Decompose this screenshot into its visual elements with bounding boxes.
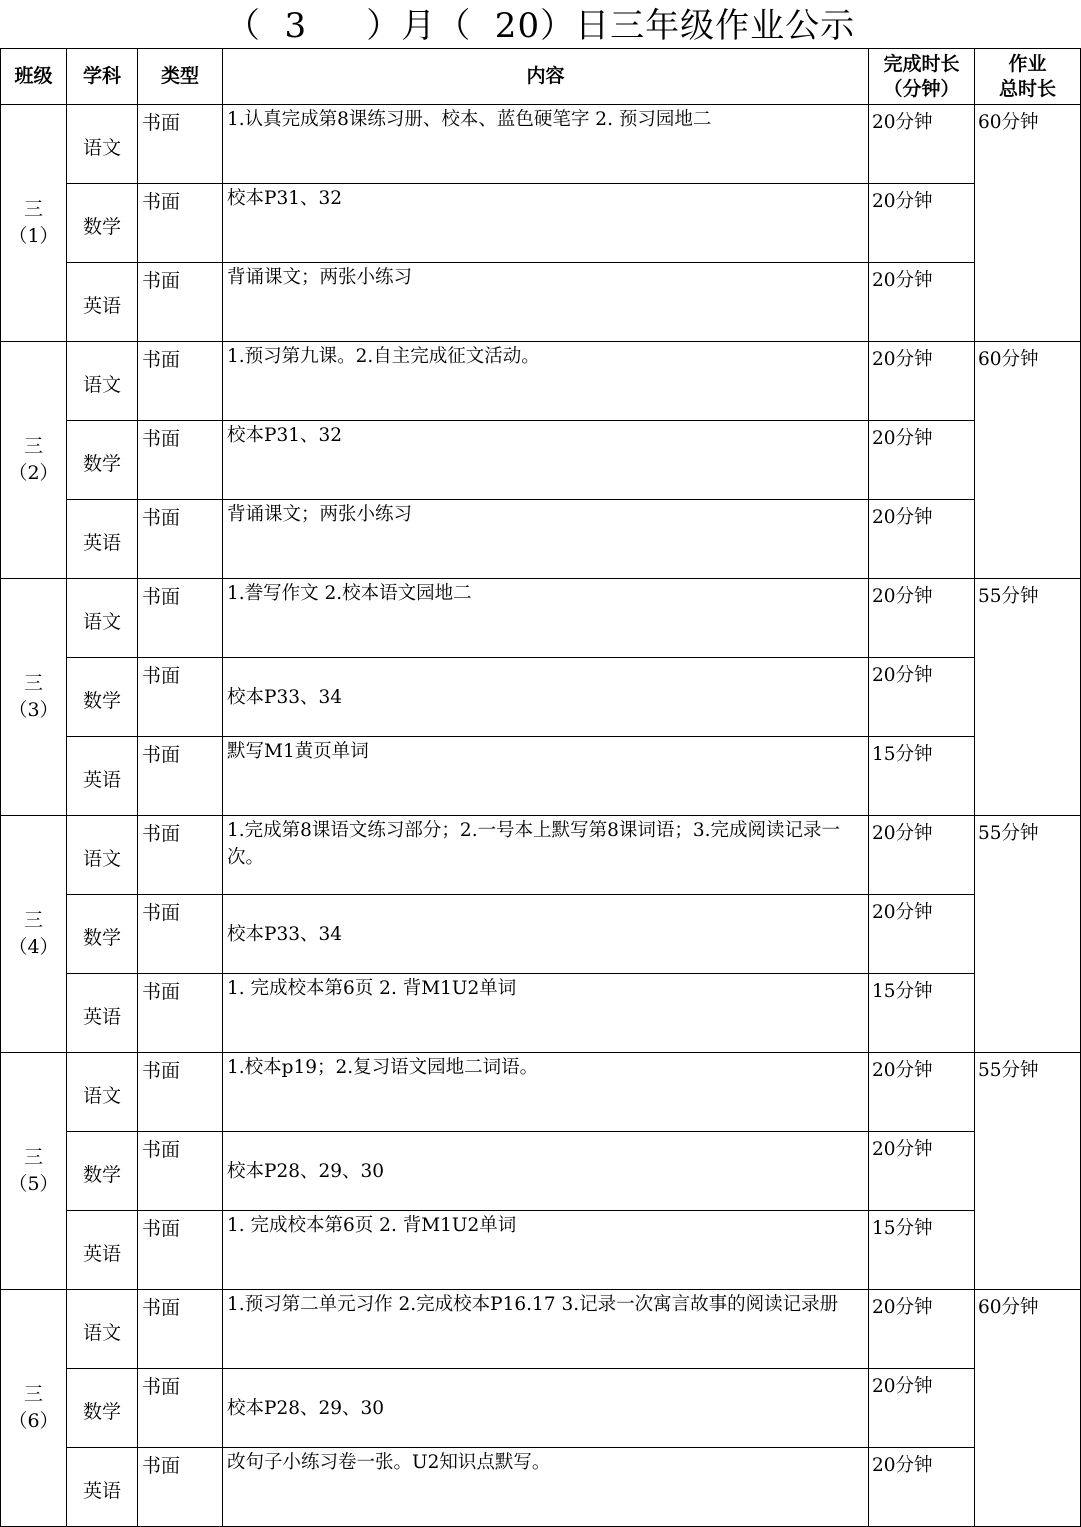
content-cell — [223, 1211, 869, 1290]
subject-label: 英语 — [82, 532, 121, 554]
subject-cell — [67, 184, 138, 263]
content-text: 校本P33、34 — [227, 687, 343, 708]
table-row — [1, 895, 1081, 974]
type-cell: 书面 — [138, 658, 223, 737]
table-row — [1, 1211, 1081, 1290]
header-total-line2: 总时长 — [998, 77, 1056, 100]
class-number: （1） — [8, 225, 59, 247]
type-cell: 书面 — [138, 1053, 223, 1132]
class-number: （2） — [8, 462, 59, 484]
duration-cell: 20分钟 — [869, 263, 975, 342]
subject-cell — [67, 105, 138, 184]
duration-cell: 20分钟 — [869, 421, 975, 500]
table-row — [1, 1448, 1081, 1527]
class-number: （5） — [8, 1173, 59, 1195]
content-cell — [223, 421, 869, 500]
class-cell — [1, 579, 67, 816]
header-duration-line1: 完成时长 — [883, 52, 960, 75]
subject-cell — [67, 421, 138, 500]
header-content: 内容 — [223, 49, 869, 105]
class-number: （3） — [8, 699, 59, 721]
content-cell — [223, 105, 869, 184]
duration-cell: 20分钟 — [869, 105, 975, 184]
content-text: 1. 完成校本第6页 2. 背M1U2单词 — [227, 978, 517, 999]
table-row — [1, 658, 1081, 737]
type-cell: 书面 — [138, 1211, 223, 1290]
table-row — [1, 816, 1081, 895]
subject-cell — [67, 1369, 138, 1448]
subject-cell — [67, 737, 138, 816]
class-cell — [1, 816, 67, 1053]
content-cell — [223, 184, 869, 263]
content-text: 1. 完成校本第6页 2. 背M1U2单词 — [227, 1215, 517, 1236]
duration-cell: 15分钟 — [869, 737, 975, 816]
type-cell: 书面 — [138, 342, 223, 421]
content-text: 1.预习第九课。2.自主完成征文活动。 — [227, 346, 540, 367]
table-row — [1, 579, 1081, 658]
subject-cell — [67, 895, 138, 974]
type-cell: 书面 — [138, 1448, 223, 1527]
subject-cell — [67, 500, 138, 579]
duration-cell: 20分钟 — [869, 816, 975, 895]
header-total — [975, 49, 1081, 105]
header-type: 类型 — [138, 49, 223, 105]
subject-cell — [67, 658, 138, 737]
table-row — [1, 184, 1081, 263]
subject-label: 数学 — [82, 216, 121, 238]
total-cell: 60分钟 — [975, 1290, 1081, 1527]
content-cell — [223, 1132, 869, 1211]
type-cell: 书面 — [138, 500, 223, 579]
type-cell: 书面 — [138, 105, 223, 184]
subject-label: 数学 — [82, 453, 121, 475]
content-cell — [223, 1448, 869, 1527]
type-cell: 书面 — [138, 579, 223, 658]
homework-table — [0, 48, 1081, 1527]
class-grade: 三 — [23, 1383, 43, 1405]
content-text: 1.认真完成第8课练习册、校本、蓝色硬笔字 2. 预习园地二 — [227, 109, 712, 130]
table-row — [1, 737, 1081, 816]
duration-cell: 20分钟 — [869, 342, 975, 421]
subject-cell — [67, 263, 138, 342]
total-cell: 55分钟 — [975, 816, 1081, 1053]
subject-label: 数学 — [82, 1401, 121, 1423]
class-grade: 三 — [23, 198, 43, 220]
content-text: 背诵课文；两张小练习 — [227, 504, 413, 525]
class-cell — [1, 1053, 67, 1290]
table-row — [1, 500, 1081, 579]
subject-label: 英语 — [82, 1006, 121, 1028]
subject-cell — [67, 579, 138, 658]
header-total-line1: 作业 — [1008, 52, 1047, 75]
class-number: （6） — [8, 1410, 59, 1432]
subject-cell — [67, 1448, 138, 1527]
class-grade: 三 — [23, 435, 43, 457]
type-cell: 书面 — [138, 1369, 223, 1448]
type-cell: 书面 — [138, 737, 223, 816]
content-text: 校本P31、32 — [227, 425, 343, 446]
content-cell — [223, 342, 869, 421]
table-row — [1, 263, 1081, 342]
duration-cell: 20分钟 — [869, 895, 975, 974]
subject-label: 语文 — [82, 137, 121, 159]
type-cell: 书面 — [138, 184, 223, 263]
type-cell: 书面 — [138, 263, 223, 342]
total-cell: 55分钟 — [975, 1053, 1081, 1290]
subject-label: 语文 — [82, 611, 121, 633]
class-cell — [1, 342, 67, 579]
subject-label: 英语 — [82, 1480, 121, 1502]
header-duration — [869, 49, 975, 105]
content-cell — [223, 1053, 869, 1132]
type-cell: 书面 — [138, 895, 223, 974]
duration-cell: 20分钟 — [869, 1053, 975, 1132]
type-cell: 书面 — [138, 1290, 223, 1369]
content-cell — [223, 1369, 869, 1448]
content-text: 1.校本p19；2.复习语文园地二词语。 — [227, 1057, 539, 1078]
content-text: 校本P33、34 — [227, 924, 343, 945]
content-text: 校本P28、29、30 — [227, 1161, 385, 1182]
header-row — [1, 49, 1081, 105]
duration-cell: 20分钟 — [869, 1369, 975, 1448]
subject-cell — [67, 1053, 138, 1132]
subject-label: 语文 — [82, 374, 121, 396]
class-cell — [1, 1290, 67, 1527]
content-text: 校本P28、29、30 — [227, 1398, 385, 1419]
subject-label: 数学 — [82, 690, 121, 712]
content-cell — [223, 263, 869, 342]
content-cell — [223, 579, 869, 658]
subject-label: 英语 — [82, 295, 121, 317]
duration-cell: 20分钟 — [869, 658, 975, 737]
duration-cell: 15分钟 — [869, 1211, 975, 1290]
content-text: 校本P31、32 — [227, 188, 343, 209]
subject-label: 英语 — [82, 1243, 121, 1265]
class-grade: 三 — [23, 672, 43, 694]
content-text: 背诵课文；两张小练习 — [227, 267, 413, 288]
duration-cell: 20分钟 — [869, 1448, 975, 1527]
content-cell — [223, 816, 869, 895]
content-text: 1.完成第8课语文练习部分；2.一号本上默写第8课词语；3.完成阅读记录一次。 — [227, 820, 840, 868]
subject-cell — [67, 1211, 138, 1290]
class-cell — [1, 105, 67, 342]
table-row — [1, 105, 1081, 184]
table-row — [1, 1132, 1081, 1211]
content-cell — [223, 500, 869, 579]
content-text: 1.誊写作文 2.校本语文园地二 — [227, 583, 472, 604]
subject-label: 数学 — [82, 1164, 121, 1186]
type-cell: 书面 — [138, 974, 223, 1053]
duration-cell: 20分钟 — [869, 1132, 975, 1211]
type-cell: 书面 — [138, 1132, 223, 1211]
duration-cell: 20分钟 — [869, 184, 975, 263]
subject-cell — [67, 1132, 138, 1211]
page-title: （ 3 ）月（ 20）日三年级作业公示 — [225, 6, 856, 46]
content-cell — [223, 1290, 869, 1369]
type-cell: 书面 — [138, 816, 223, 895]
content-cell — [223, 974, 869, 1053]
type-cell: 书面 — [138, 421, 223, 500]
class-grade: 三 — [23, 1146, 43, 1168]
subject-label: 语文 — [82, 848, 121, 870]
table-row — [1, 1369, 1081, 1448]
duration-cell: 20分钟 — [869, 579, 975, 658]
class-number: （4） — [8, 936, 59, 958]
content-text: 改句子小练习卷一张。U2知识点默写。 — [227, 1452, 551, 1473]
header-subject: 学科 — [67, 49, 138, 105]
duration-cell: 20分钟 — [869, 1290, 975, 1369]
content-cell — [223, 737, 869, 816]
total-cell: 60分钟 — [975, 105, 1081, 342]
table-row — [1, 1290, 1081, 1369]
table-row — [1, 342, 1081, 421]
duration-cell: 15分钟 — [869, 974, 975, 1053]
subject-cell — [67, 342, 138, 421]
header-class: 班级 — [1, 49, 67, 105]
subject-cell — [67, 816, 138, 895]
subject-cell — [67, 1290, 138, 1369]
subject-label: 英语 — [82, 769, 121, 791]
duration-cell: 20分钟 — [869, 500, 975, 579]
subject-cell — [67, 974, 138, 1053]
content-text: 1.预习第二单元习作 2.完成校本P16.17 3.记录一次寓言故事的阅读记录册 — [227, 1294, 839, 1315]
subject-label: 数学 — [82, 927, 121, 949]
table-row — [1, 1053, 1081, 1132]
subject-label: 语文 — [82, 1085, 121, 1107]
content-text: 默写M1黄页单词 — [227, 741, 369, 762]
content-cell — [223, 658, 869, 737]
total-cell: 60分钟 — [975, 342, 1081, 579]
content-cell — [223, 895, 869, 974]
total-cell: 55分钟 — [975, 579, 1081, 816]
table-row — [1, 421, 1081, 500]
table-row — [1, 974, 1081, 1053]
class-grade: 三 — [23, 909, 43, 931]
subject-label: 语文 — [82, 1322, 121, 1344]
header-duration-line2: （分钟） — [883, 77, 960, 100]
